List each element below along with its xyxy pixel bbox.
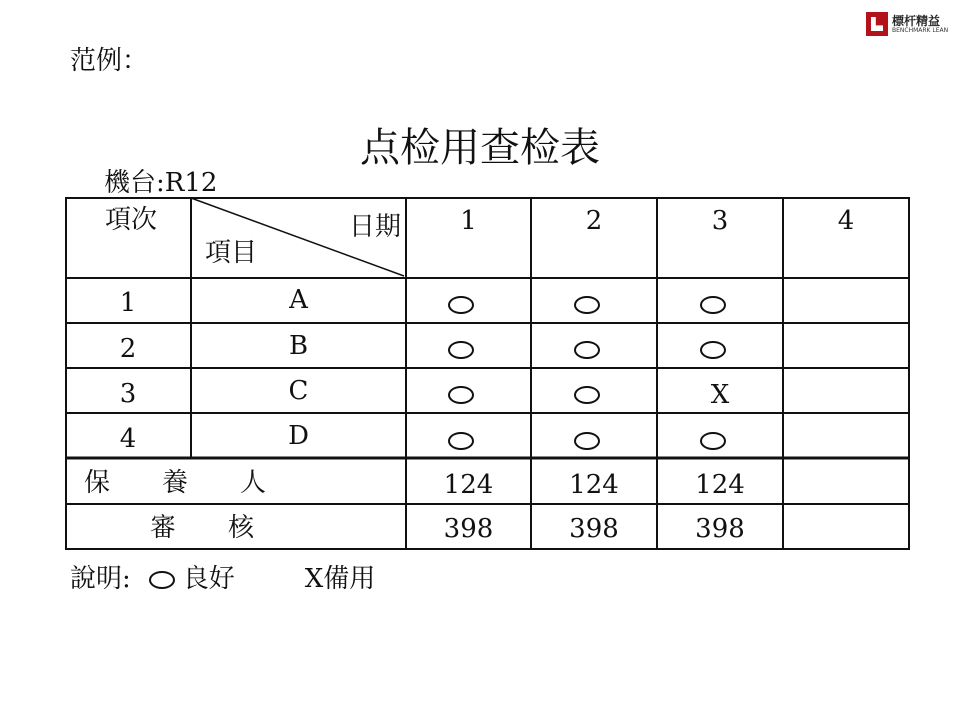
reviewer-label: 審 核: [150, 513, 255, 543]
good-mark-circle-icon: [448, 341, 474, 359]
date-header-1: 1: [460, 206, 477, 236]
good-mark-circle-icon: [448, 296, 474, 314]
item-row-header: 項目: [204, 238, 257, 268]
legend-prefix: 說明:: [70, 564, 131, 594]
row-item: C: [288, 376, 309, 406]
row-index: 2: [119, 334, 137, 364]
good-mark-circle-icon: [149, 571, 175, 589]
good-mark-circle-icon: [574, 432, 600, 450]
row-item: D: [288, 421, 309, 451]
date-column-header: 日期: [348, 212, 401, 242]
legend-good-label: 良好: [182, 564, 235, 594]
legend: [70, 558, 375, 595]
maintainer-value: 124: [569, 470, 619, 500]
date-header-3: 3: [711, 206, 729, 236]
row-index: 1: [119, 288, 137, 318]
brand-name: 標杆精益: [892, 14, 941, 28]
good-mark-circle-icon: [574, 386, 600, 404]
standby-mark: X: [710, 380, 730, 410]
row-index: 3: [119, 379, 137, 409]
date-header-4: 4: [837, 206, 855, 236]
page-title: 点检用查检表: [360, 125, 600, 171]
maintainer-value: 124: [695, 470, 745, 500]
index-column-header: 項次: [104, 205, 157, 235]
good-mark-circle-icon: [700, 432, 726, 450]
good-mark-circle-icon: [574, 341, 600, 359]
good-mark-circle-icon: [700, 341, 726, 359]
good-mark-circle-icon: [448, 386, 474, 404]
row-index: 4: [119, 424, 137, 454]
machine-label: 機台:R12: [104, 168, 218, 198]
maintainer-value: 124: [443, 470, 494, 500]
example-label: 范例：: [70, 46, 149, 76]
brand-tagline: BENCHMARK LEAN: [892, 27, 949, 34]
reviewer-value: 398: [443, 514, 494, 544]
reviewer-value: 398: [695, 514, 745, 544]
reviewer-value: 398: [569, 514, 619, 544]
good-mark-circle-icon: [574, 296, 600, 314]
good-mark-circle-icon: [448, 432, 474, 450]
row-item: B: [288, 331, 309, 361]
row-item: A: [289, 285, 308, 315]
legend-standby-label: X備用: [304, 564, 376, 594]
maintainer-label: 保 養 人: [84, 468, 267, 498]
good-mark-circle-icon: [700, 296, 726, 314]
date-header-2: 2: [585, 206, 603, 236]
